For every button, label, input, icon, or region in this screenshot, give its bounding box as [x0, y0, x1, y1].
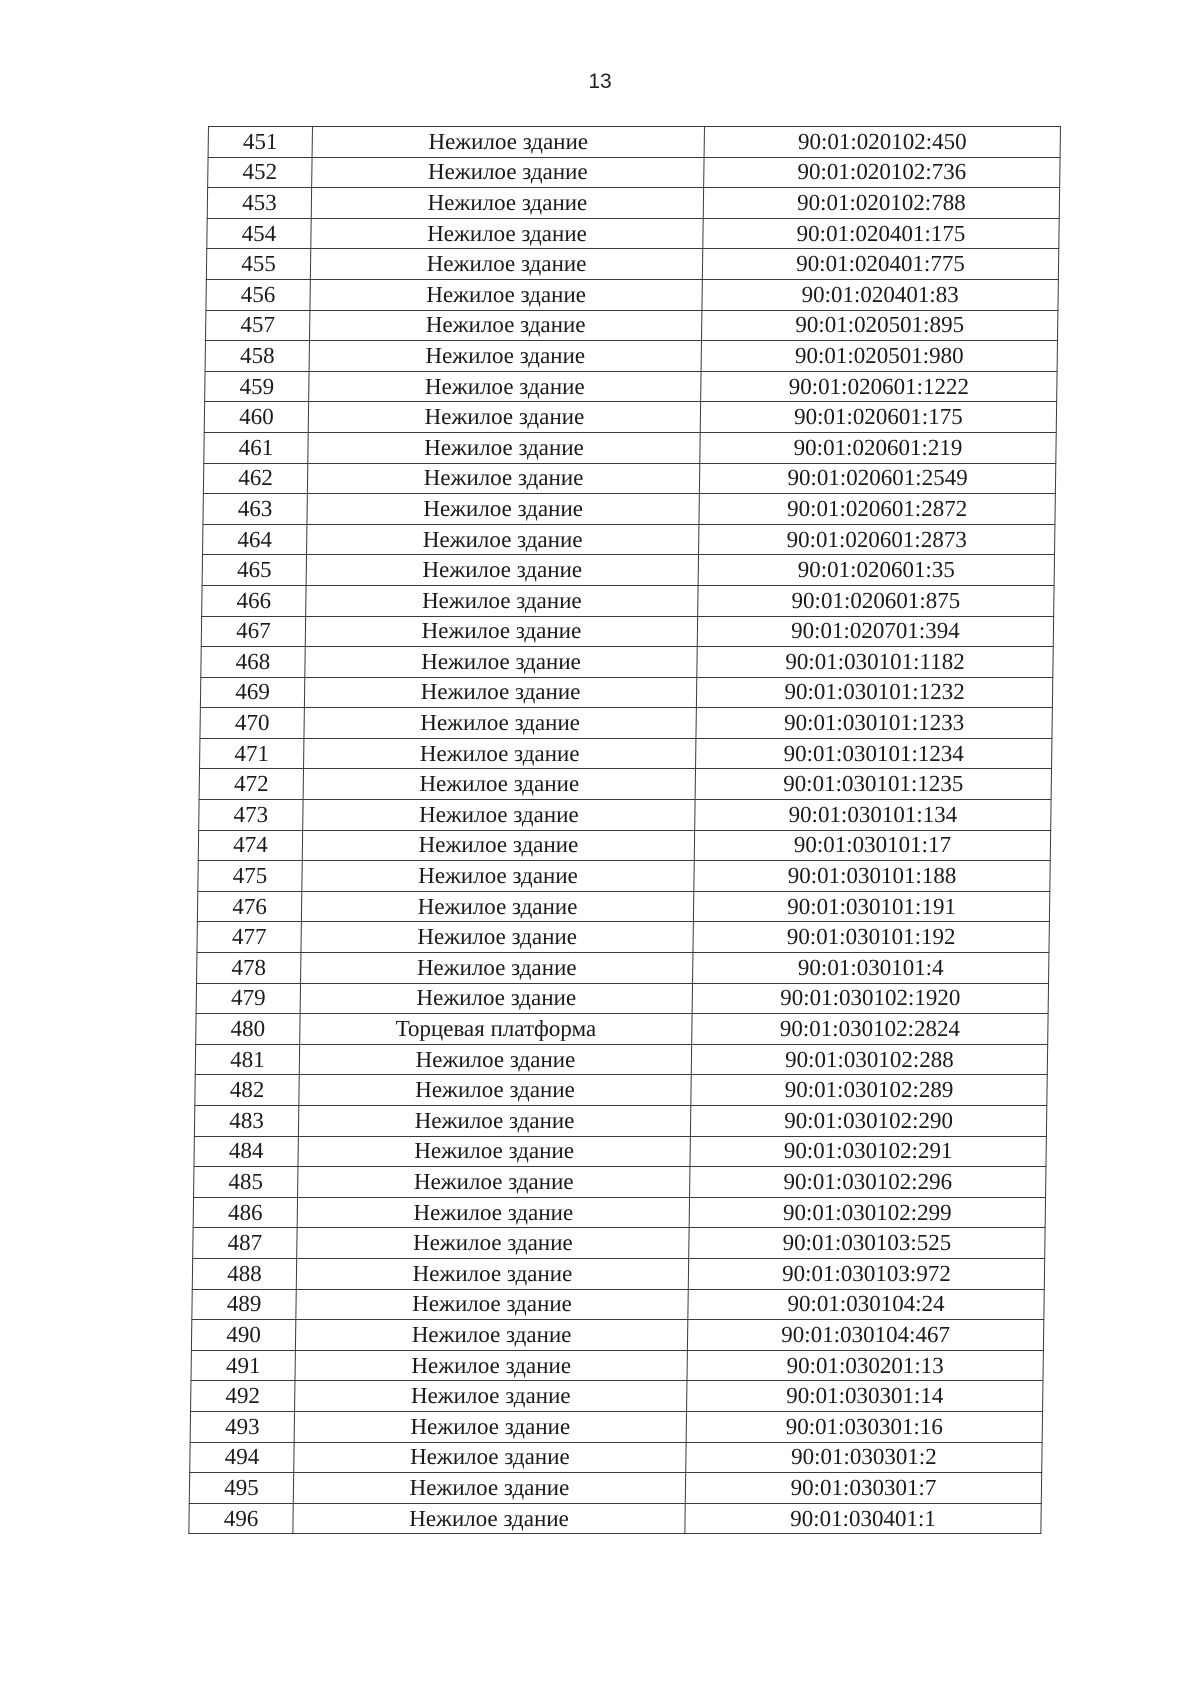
cadastral-number-cell: 90:01:030102:2824 — [692, 1014, 1048, 1045]
row-number-cell: 452 — [208, 157, 312, 188]
table-row — [208, 127, 1060, 158]
cadastral-number-cell: 90:01:030101:191 — [693, 891, 1049, 922]
table-row — [206, 310, 1058, 341]
table-row — [200, 738, 1052, 769]
cadastral-number-cell: 90:01:030104:24 — [688, 1289, 1044, 1320]
table-row — [195, 1075, 1047, 1106]
cadastral-number-cell: 90:01:030301:14 — [687, 1381, 1043, 1412]
row-number-cell: 467 — [201, 616, 305, 647]
object-name-cell: Нежилое здание — [307, 463, 699, 494]
object-name-cell: Нежилое здание — [297, 1197, 689, 1228]
row-number-cell: 488 — [192, 1258, 296, 1289]
object-name-cell: Нежилое здание — [296, 1289, 688, 1320]
table-row — [200, 677, 1052, 708]
table-row — [195, 1044, 1047, 1075]
cadastral-number-cell: 90:01:030401:1 — [685, 1503, 1041, 1534]
row-number-cell: 451 — [208, 127, 312, 158]
object-name-cell: Нежилое здание — [296, 1258, 688, 1289]
table-row — [205, 341, 1057, 372]
page-number: 13 — [588, 70, 612, 93]
object-name-cell: Нежилое здание — [294, 1442, 686, 1473]
row-number-cell: 471 — [200, 738, 304, 769]
row-number-cell: 468 — [201, 647, 305, 678]
object-name-cell: Торцевая платформа — [300, 1014, 692, 1045]
object-name-cell: Нежилое здание — [293, 1503, 685, 1534]
cadastral-number-cell: 90:01:030101:1234 — [696, 738, 1052, 769]
row-number-cell: 489 — [192, 1289, 296, 1320]
row-number-cell: 473 — [199, 800, 303, 831]
object-name-cell: Нежилое здание — [297, 1228, 689, 1259]
row-number-cell: 493 — [190, 1411, 294, 1442]
table-row — [204, 402, 1056, 433]
table-row — [189, 1473, 1041, 1504]
row-number-cell: 482 — [195, 1075, 299, 1106]
cadastral-number-cell: 90:01:020601:35 — [698, 555, 1054, 586]
table-row — [191, 1320, 1043, 1351]
table-row — [194, 1167, 1046, 1198]
table-row — [206, 249, 1058, 280]
object-name-cell: Нежилое здание — [304, 677, 696, 708]
table-row — [199, 800, 1051, 831]
cadastral-number-cell: 90:01:030101:192 — [693, 922, 1049, 953]
table-row — [201, 616, 1053, 647]
table-row — [196, 1014, 1048, 1045]
row-number-cell: 490 — [191, 1320, 295, 1351]
cadastral-number-cell: 90:01:020601:175 — [700, 402, 1056, 433]
cadastral-number-cell: 90:01:020601:2549 — [699, 463, 1055, 494]
object-name-cell: Нежилое здание — [298, 1136, 690, 1167]
object-name-cell: Нежилое здание — [298, 1167, 690, 1198]
object-name-cell: Нежилое здание — [299, 1044, 691, 1075]
table-row — [191, 1381, 1043, 1412]
object-name-cell: Нежилое здание — [309, 341, 701, 372]
cadastral-number-cell: 90:01:020102:736 — [704, 157, 1060, 188]
table-row — [198, 830, 1050, 861]
cadastral-number-cell: 90:01:030102:1920 — [692, 983, 1048, 1014]
table-row — [202, 555, 1054, 586]
object-name-cell: Нежилое здание — [303, 769, 695, 800]
row-number-cell: 465 — [202, 555, 306, 586]
object-name-cell: Нежилое здание — [295, 1350, 687, 1381]
table-row — [194, 1106, 1046, 1137]
object-name-cell: Нежилое здание — [294, 1411, 686, 1442]
cadastral-number-cell: 90:01:020601:2873 — [699, 524, 1055, 555]
table-row — [192, 1289, 1044, 1320]
object-name-cell: Нежилое здание — [305, 647, 697, 678]
cadastral-number-cell: 90:01:020102:450 — [704, 127, 1060, 158]
row-number-cell: 454 — [207, 218, 311, 249]
object-name-cell: Нежилое здание — [310, 310, 702, 341]
cadastral-number-cell: 90:01:030201:13 — [687, 1350, 1043, 1381]
cadastral-number-cell: 90:01:030301:2 — [686, 1442, 1042, 1473]
row-number-cell: 462 — [203, 463, 307, 494]
row-number-cell: 455 — [206, 249, 310, 280]
cadastral-number-cell: 90:01:030102:289 — [691, 1075, 1047, 1106]
table-row — [203, 494, 1055, 525]
row-number-cell: 476 — [197, 891, 301, 922]
cadastral-number-cell: 90:01:030101:4 — [693, 953, 1049, 984]
row-number-cell: 469 — [200, 677, 304, 708]
cadastral-number-cell: 90:01:030101:1235 — [695, 769, 1051, 800]
table-row — [203, 463, 1055, 494]
object-name-cell: Нежилое здание — [303, 800, 695, 831]
cadastral-number-cell: 90:01:020501:895 — [702, 310, 1058, 341]
object-name-cell: Нежилое здание — [308, 402, 700, 433]
object-name-cell: Нежилое здание — [301, 953, 693, 984]
object-name-cell: Нежилое здание — [293, 1473, 685, 1504]
cadastral-number-cell: 90:01:020701:394 — [697, 616, 1053, 647]
row-number-cell: 492 — [191, 1381, 295, 1412]
property-table-body — [189, 127, 1061, 1534]
property-table — [188, 126, 1061, 1534]
cadastral-number-cell: 90:01:030104:467 — [687, 1320, 1043, 1351]
cadastral-number-cell: 90:01:030101:1233 — [696, 708, 1052, 739]
table-row — [192, 1258, 1044, 1289]
table-row — [203, 524, 1055, 555]
cadastral-number-cell: 90:01:030102:288 — [691, 1044, 1047, 1075]
table-row — [206, 279, 1058, 310]
object-name-cell: Нежилое здание — [304, 738, 696, 769]
cadastral-number-cell: 90:01:030301:7 — [685, 1473, 1041, 1504]
row-number-cell: 459 — [205, 371, 309, 402]
row-number-cell: 496 — [189, 1503, 293, 1534]
row-number-cell: 453 — [207, 188, 311, 219]
table-row — [207, 188, 1059, 219]
row-number-cell: 494 — [190, 1442, 294, 1473]
object-name-cell: Нежилое здание — [309, 371, 701, 402]
cadastral-number-cell: 90:01:020501:980 — [701, 341, 1057, 372]
object-name-cell: Нежилое здание — [304, 708, 696, 739]
row-number-cell: 472 — [199, 769, 303, 800]
row-number-cell: 479 — [196, 983, 300, 1014]
row-number-cell: 474 — [198, 830, 302, 861]
object-name-cell: Нежилое здание — [311, 188, 703, 219]
table-row — [191, 1350, 1043, 1381]
cadastral-number-cell: 90:01:020601:219 — [700, 432, 1056, 463]
row-number-cell: 478 — [197, 953, 301, 984]
cadastral-number-cell: 90:01:030102:299 — [689, 1197, 1045, 1228]
cadastral-number-cell: 90:01:020401:775 — [702, 249, 1058, 280]
row-number-cell: 466 — [202, 585, 306, 616]
cadastral-number-cell: 90:01:020401:83 — [702, 279, 1058, 310]
table-row — [199, 769, 1051, 800]
object-name-cell: Нежилое здание — [306, 585, 698, 616]
row-number-cell: 470 — [200, 708, 304, 739]
row-number-cell: 461 — [204, 432, 308, 463]
table-row — [198, 861, 1050, 892]
table-row — [197, 922, 1049, 953]
row-number-cell: 458 — [205, 341, 309, 372]
row-number-cell: 481 — [195, 1044, 299, 1075]
object-name-cell: Нежилое здание — [302, 861, 694, 892]
cadastral-number-cell: 90:01:020601:2872 — [699, 494, 1055, 525]
cadastral-number-cell: 90:01:020601:1222 — [701, 371, 1057, 402]
cadastral-number-cell: 90:01:030101:134 — [695, 800, 1051, 831]
cadastral-number-cell: 90:01:030102:291 — [690, 1136, 1046, 1167]
row-number-cell: 484 — [194, 1136, 298, 1167]
cadastral-number-cell: 90:01:020102:788 — [703, 188, 1059, 219]
table-row — [197, 891, 1049, 922]
object-name-cell: Нежилое здание — [301, 891, 693, 922]
row-number-cell: 485 — [194, 1167, 298, 1198]
object-name-cell: Нежилое здание — [299, 1075, 691, 1106]
table-row — [207, 218, 1059, 249]
object-name-cell: Нежилое здание — [300, 983, 692, 1014]
object-name-cell: Нежилое здание — [301, 922, 693, 953]
cadastral-number-cell: 90:01:020601:875 — [698, 585, 1054, 616]
object-name-cell: Нежилое здание — [295, 1381, 687, 1412]
table-row — [190, 1442, 1042, 1473]
cadastral-number-cell: 90:01:030301:16 — [686, 1411, 1042, 1442]
object-name-cell: Нежилое здание — [295, 1320, 687, 1351]
row-number-cell: 483 — [194, 1106, 298, 1137]
table-row — [194, 1136, 1046, 1167]
table-row — [189, 1503, 1041, 1534]
table-row — [197, 953, 1049, 984]
object-name-cell: Нежилое здание — [310, 249, 702, 280]
table-row — [205, 371, 1057, 402]
row-number-cell: 486 — [193, 1197, 297, 1228]
table-row — [193, 1197, 1045, 1228]
row-number-cell: 456 — [206, 279, 310, 310]
table-row — [190, 1411, 1042, 1442]
object-name-cell: Нежилое здание — [306, 555, 698, 586]
table-row — [201, 647, 1053, 678]
row-number-cell: 457 — [206, 310, 310, 341]
object-name-cell: Нежилое здание — [298, 1106, 690, 1137]
cadastral-number-cell: 90:01:030102:296 — [690, 1167, 1046, 1198]
row-number-cell: 487 — [193, 1228, 297, 1259]
cadastral-number-cell: 90:01:030101:1232 — [696, 677, 1052, 708]
cadastral-number-cell: 90:01:030103:972 — [688, 1258, 1044, 1289]
table-row — [200, 708, 1052, 739]
cadastral-number-cell: 90:01:030103:525 — [689, 1228, 1045, 1259]
row-number-cell: 463 — [203, 494, 307, 525]
cadastral-number-cell: 90:01:020401:175 — [703, 218, 1059, 249]
row-number-cell: 475 — [198, 861, 302, 892]
cadastral-number-cell: 90:01:030102:290 — [690, 1106, 1046, 1137]
row-number-cell: 495 — [189, 1473, 293, 1504]
row-number-cell: 460 — [204, 402, 308, 433]
object-name-cell: Нежилое здание — [302, 830, 694, 861]
object-name-cell: Нежилое здание — [307, 524, 699, 555]
table-row — [196, 983, 1048, 1014]
cadastral-number-cell: 90:01:030101:188 — [694, 861, 1050, 892]
row-number-cell: 480 — [196, 1014, 300, 1045]
object-name-cell: Нежилое здание — [312, 157, 704, 188]
object-name-cell: Нежилое здание — [310, 279, 702, 310]
cadastral-number-cell: 90:01:030101:17 — [694, 830, 1050, 861]
object-name-cell: Нежилое здание — [311, 218, 703, 249]
row-number-cell: 464 — [203, 524, 307, 555]
object-name-cell: Нежилое здание — [307, 494, 699, 525]
table-row — [193, 1228, 1045, 1259]
table-row — [208, 157, 1060, 188]
row-number-cell: 491 — [191, 1350, 295, 1381]
row-number-cell: 477 — [197, 922, 301, 953]
table-row — [202, 585, 1054, 616]
object-name-cell: Нежилое здание — [308, 432, 700, 463]
cadastral-number-cell: 90:01:030101:1182 — [697, 647, 1053, 678]
object-name-cell: Нежилое здание — [305, 616, 697, 647]
object-name-cell: Нежилое здание — [312, 127, 704, 158]
table-row — [204, 432, 1056, 463]
